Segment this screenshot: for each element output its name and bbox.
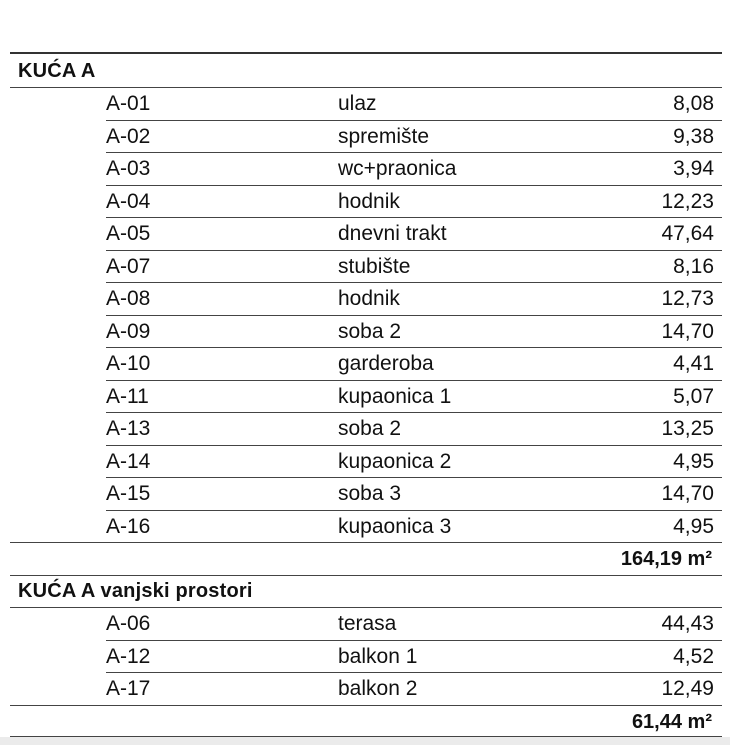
room-name: dnevni trakt	[338, 222, 447, 245]
room-area: 9,38	[673, 124, 714, 148]
room-code: A-05	[106, 222, 151, 245]
room-name: soba 2	[338, 319, 402, 343]
room-name: soba 2	[338, 417, 402, 440]
table-row	[10, 315, 722, 348]
table-row	[10, 347, 722, 380]
room-area: 12,73	[661, 287, 714, 310]
room-code: A-03	[106, 157, 151, 180]
room-code: A-15	[106, 482, 151, 505]
table-row	[10, 185, 722, 218]
section-b-bottom-rule	[10, 705, 722, 706]
room-code: A-13	[106, 417, 151, 440]
room-area: 12,49	[661, 677, 714, 700]
room-name: hodnik	[338, 287, 400, 310]
section-title-kuca-a: KUĆA A	[18, 60, 96, 82]
table-row	[10, 120, 722, 153]
room-code: A-04	[106, 189, 151, 213]
section-a-total: 164,19 m²	[620, 548, 712, 570]
room-area: 14,70	[661, 482, 714, 505]
section-b-total: 61,44 m²	[631, 711, 712, 733]
room-area: 3,94	[673, 157, 714, 180]
room-name: soba 3	[338, 482, 402, 505]
room-name: balkon 1	[338, 644, 418, 668]
room-name: hodnik	[338, 189, 400, 213]
table-row	[10, 282, 722, 315]
room-name: kupaonica 1	[338, 384, 452, 408]
room-name: stubište	[338, 254, 411, 278]
table-row	[10, 445, 722, 478]
room-code: A-11	[106, 384, 149, 408]
room-area: 44,43	[661, 612, 714, 635]
room-name: ulaz	[338, 92, 377, 115]
room-code: A-06	[106, 612, 151, 635]
room-code: A-08	[106, 287, 151, 310]
room-area: 5,07	[673, 384, 714, 408]
room-code: A-01	[106, 92, 151, 115]
room-name: wc+praonica	[338, 157, 457, 180]
table-row	[10, 412, 722, 445]
table-row	[10, 510, 722, 543]
page-bottom-band	[0, 737, 730, 745]
section-a-bottom-rule	[10, 542, 722, 543]
room-name: garderoba	[338, 352, 434, 375]
section-title-vanjski-prostori: KUĆA A vanjski prostori	[18, 580, 253, 602]
room-name: terasa	[338, 612, 397, 635]
room-area: 47,64	[661, 222, 714, 245]
table-row	[10, 477, 722, 510]
room-code: A-09	[106, 319, 151, 343]
room-area: 4,41	[673, 352, 714, 375]
room-name: spremište	[338, 124, 430, 148]
room-area: 14,70	[661, 319, 714, 343]
table-row	[10, 380, 722, 413]
room-code: A-07	[106, 254, 151, 278]
room-area: 12,23	[661, 189, 714, 213]
table-row	[10, 607, 722, 640]
room-area: 8,16	[673, 254, 714, 278]
section-b-top-rule	[10, 575, 722, 576]
room-area: 4,52	[673, 644, 714, 668]
room-name: kupaonica 3	[338, 514, 452, 538]
table-row	[10, 640, 722, 673]
room-name: kupaonica 2	[338, 449, 452, 473]
room-area: 13,25	[661, 417, 714, 440]
table-row	[10, 152, 722, 185]
room-area: 4,95	[673, 449, 714, 473]
table-row	[10, 672, 722, 705]
room-code: A-02	[106, 124, 151, 148]
room-code: A-16	[106, 514, 151, 538]
room-name: balkon 2	[338, 677, 418, 700]
room-code: A-14	[106, 449, 151, 473]
room-code: A-17	[106, 677, 151, 700]
room-code: A-12	[106, 644, 151, 668]
table-row	[10, 87, 722, 120]
table-row	[10, 217, 722, 250]
table-row	[10, 250, 722, 283]
room-code: A-10	[106, 352, 151, 375]
room-area: 8,08	[673, 92, 714, 115]
room-area: 4,95	[673, 514, 714, 538]
table-top-rule	[10, 52, 722, 54]
